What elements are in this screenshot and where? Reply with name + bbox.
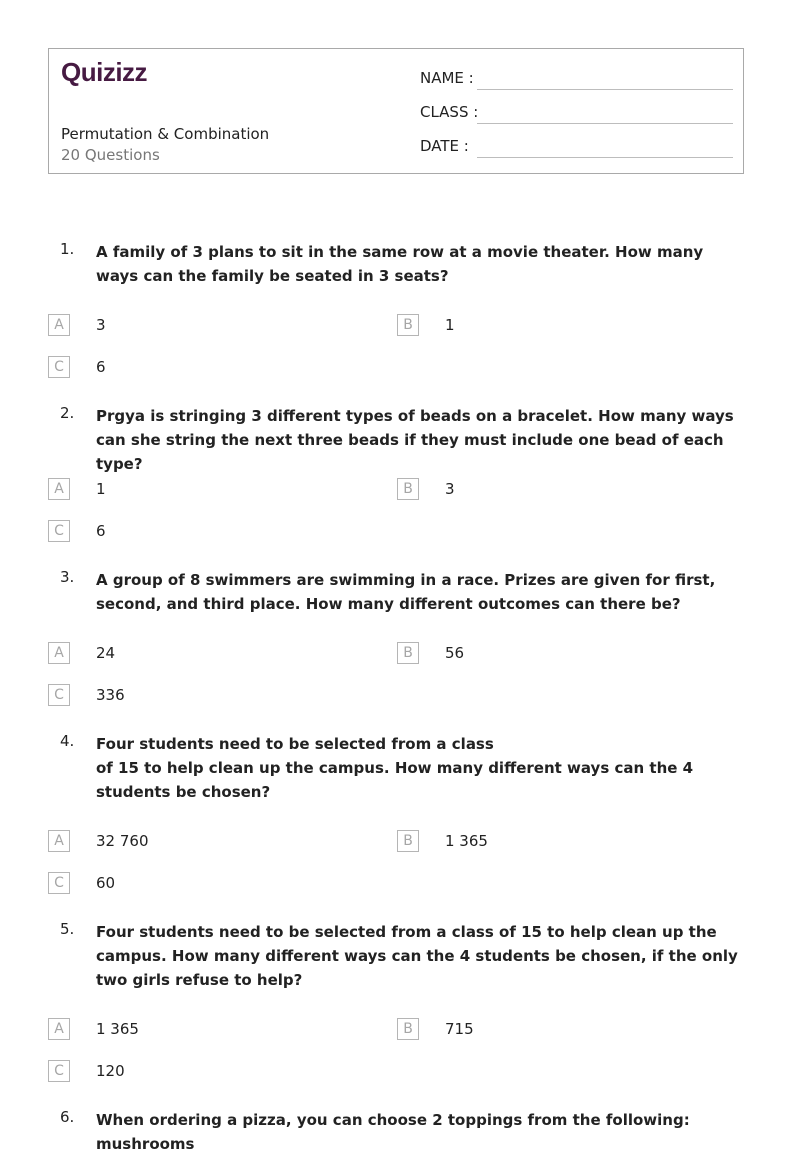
option-text: 60 — [96, 874, 116, 892]
option-letter-box: A — [48, 314, 70, 336]
question-text: A group of 8 swimmers are swimming in a race. Prizes are given for first, second, and third place. How many different outcomes can there be? — [96, 571, 716, 613]
question-text: Four students need to be selected from a class of 15 to help clean up the campus. How many different ways can the 4 students be chosen, if the only two girls refuse to help? — [96, 923, 738, 989]
worksheet-header — [48, 48, 744, 174]
option-letter-box: A — [48, 1018, 70, 1040]
option-letter-box: C — [48, 872, 70, 894]
question-count: 20 Questions — [61, 146, 160, 164]
question-text: A family of 3 plans to sit in the same row at a movie theater. How many ways can the family be seated in 3 seats? — [96, 243, 704, 285]
option-text: 6 — [96, 522, 106, 540]
question-text: When ordering a pizza, you can choose 2 toppings from the following: mushrooms — [96, 1111, 690, 1153]
option-text: 3 — [445, 480, 455, 498]
option-letter-box: C — [48, 1060, 70, 1082]
option-letter-box: C — [48, 520, 70, 542]
question-number: 2. — [60, 404, 75, 422]
question-number: 5. — [60, 920, 75, 938]
class-label: CLASS : — [420, 103, 479, 121]
option-letter-box: B — [397, 1018, 419, 1040]
option-text: 1 — [96, 480, 106, 498]
question-text: Prgya is stringing 3 different types of beads on a bracelet. How many ways can she string the next three beads if they must include one bead of each type? — [96, 407, 734, 473]
option-text: 3 — [96, 316, 106, 334]
option-text: 24 — [96, 644, 116, 662]
option-letter-box: B — [397, 642, 419, 664]
option-letter-box: B — [397, 314, 419, 336]
option-letter-box: C — [48, 684, 70, 706]
worksheet-title: Permutation & Combination — [61, 125, 270, 143]
question-text: Four students need to be selected from a class of 15 to help clean up the campus. How many different ways can the 4 students be chosen? — [96, 735, 694, 801]
option-text: 1 365 — [445, 832, 488, 850]
name-field[interactable] — [477, 89, 733, 90]
option-text: 32 760 — [96, 832, 149, 850]
option-letter-box: B — [397, 478, 419, 500]
question-number: 1. — [60, 240, 75, 258]
class-field[interactable] — [477, 123, 733, 124]
option-text: 1 — [445, 316, 455, 334]
name-label: NAME : — [420, 69, 474, 87]
option-text: 715 — [445, 1020, 474, 1038]
option-letter-box: A — [48, 830, 70, 852]
option-letter-box: A — [48, 478, 70, 500]
option-text: 56 — [445, 644, 465, 662]
option-text: 120 — [96, 1062, 125, 1080]
date-label: DATE : — [420, 137, 469, 155]
date-field[interactable] — [477, 157, 733, 158]
option-letter-box: A — [48, 642, 70, 664]
question-number: 4. — [60, 732, 75, 750]
question-number: 3. — [60, 568, 75, 586]
question-number: 6. — [60, 1108, 75, 1126]
option-letter-box: C — [48, 356, 70, 378]
option-text: 6 — [96, 358, 106, 376]
option-letter-box: B — [397, 830, 419, 852]
quizizz-logo: Quizizz — [61, 57, 148, 87]
option-text: 336 — [96, 686, 125, 704]
option-text: 1 365 — [96, 1020, 139, 1038]
